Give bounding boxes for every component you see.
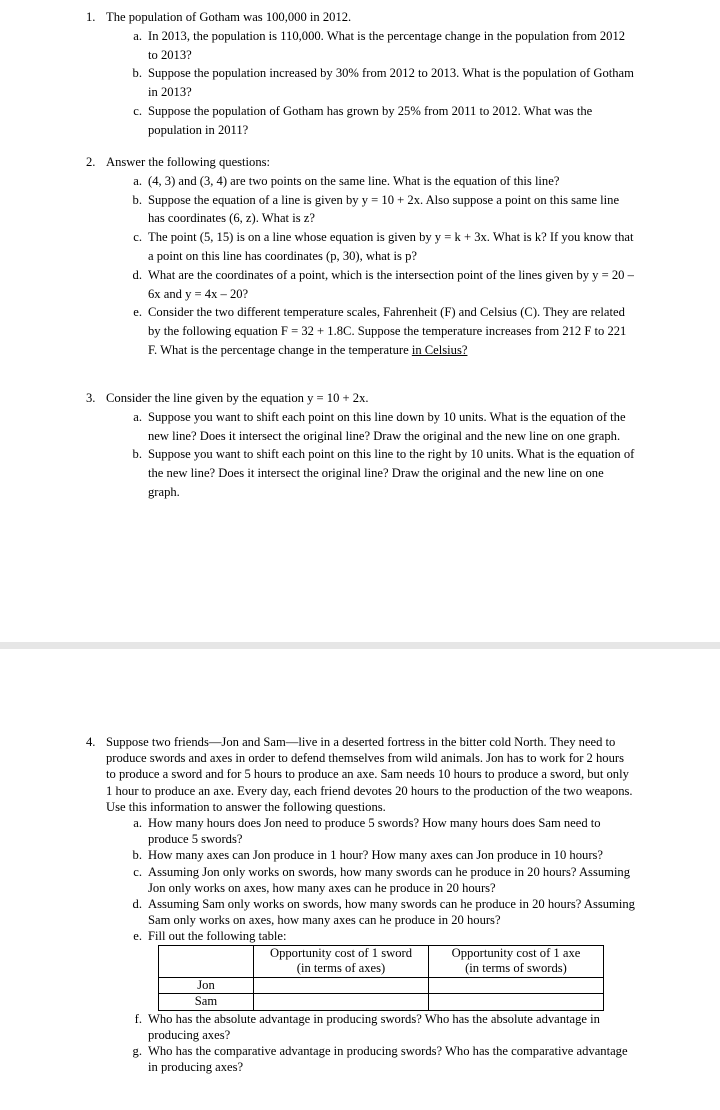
- sub-question-4a: [133, 815, 636, 847]
- sub-question-4f: [134, 1011, 636, 1043]
- table-header-cell: [254, 945, 429, 977]
- sub-question-text: Fill out the following table:: [148, 929, 287, 944]
- sub-question-3b: [132, 445, 636, 501]
- sub-question-letter: e.: [133, 305, 142, 320]
- sub-question-text: Who has the absolute advantage in producing swords? Who has the absolute advantage in producing axes?: [148, 1011, 600, 1042]
- sub-question-4b: [132, 847, 636, 863]
- sub-question-2b: [132, 191, 636, 229]
- sub-question-text: Suppose you want to shift each point on this line to the right by 10 units. What is the equation of the new line? Does it intersect the original line? Draw the original and the new line on one graph.: [148, 447, 635, 499]
- table-header-row: [159, 945, 604, 977]
- sub-question-3a: [133, 408, 636, 446]
- sub-question-letter: e.: [133, 929, 142, 944]
- sub-question-letter: c.: [133, 864, 142, 879]
- sub-question-text: Who has the comparative advantage in producing swords? Who has the comparative advantage in producing axes?: [148, 1044, 628, 1075]
- question-text: The population of Gotham was 100,000 in 2012.: [106, 10, 352, 24]
- question-number: 4.: [86, 735, 96, 749]
- sub-question-letter: d.: [132, 897, 142, 912]
- page-separator: [0, 642, 720, 649]
- sub-question-text: The point (5, 15) is on a line whose equation is given by y = k + 3x. What is k? If you know that a point on this line has coordinates (p, 30), what is p?: [148, 230, 634, 263]
- sub-question-letter: g.: [132, 1044, 142, 1059]
- sub-question-4c: [133, 864, 636, 896]
- question-number: 1.: [86, 10, 96, 24]
- table-header-cell: [429, 945, 604, 977]
- underlined-text: in Celsius?: [411, 342, 468, 357]
- sub-question-letter: f.: [134, 1011, 142, 1026]
- sub-question-letter: a.: [133, 409, 142, 424]
- question-text: Answer the following questions:: [106, 155, 271, 169]
- sub-question-4e: [133, 928, 636, 944]
- sub-question-letter: b.: [132, 66, 142, 81]
- sub-question-2d: [132, 266, 636, 304]
- sub-question-text: Consider the two different temperature scales, Fahrenheit (F) and Celsius (C). They are related by the following equation F = 32 + 1.8C. Suppose the temperature increases from 212 F to 221 F. What is the percentage change in the temperature: [148, 305, 627, 357]
- worksheet-page-2: [0, 649, 720, 1110]
- question-2: [0, 153, 720, 360]
- table-row-label: Sam: [159, 994, 254, 1011]
- table-header-line: (in terms of swords): [465, 961, 567, 976]
- question-text: Consider the line given by the equation y = 10 + 2x.: [106, 391, 369, 405]
- table-row-label: Jon: [159, 977, 254, 994]
- question-1: [0, 8, 720, 140]
- table-answer-cell[interactable]: [429, 977, 604, 994]
- sub-question-text: (4, 3) and (3, 4) are two points on the same line. What is the equation of this line?: [148, 173, 560, 188]
- table-corner-cell: [159, 945, 254, 977]
- sub-question-letter: c.: [133, 230, 142, 245]
- opportunity-cost-table: [158, 945, 604, 1011]
- sub-question-text: How many hours does Jon need to produce 5 swords? How many hours does Sam need to produce 5 swords?: [148, 816, 601, 847]
- sub-question-2c: [133, 228, 636, 266]
- question-text: Suppose two friends—Jon and Sam—live in a deserted fortress in the bitter cold North. They need to produce swords and axes in order to defend themselves from wild animals. Jon has to work for 2 hours to produce a sword and for 5 hours to produce an axe. Sam needs 10 hours to produce a sword, but only 1 hour to produce an axe. Every day, each friend devotes 20 hours to the production of the two weapons. Use this information to answer the following questions.: [106, 735, 633, 814]
- table-row: [159, 977, 604, 994]
- table-answer-cell[interactable]: [254, 994, 429, 1011]
- table-answer-cell[interactable]: [254, 977, 429, 994]
- sub-question-letter: a.: [133, 173, 142, 188]
- sub-question-1c: [133, 102, 636, 140]
- sub-question-letter: b.: [132, 848, 142, 863]
- sub-question-text: Suppose the population of Gotham has grown by 25% from 2011 to 2012. What was the population in 2011?: [148, 103, 593, 137]
- question-3: [0, 389, 720, 502]
- sub-question-2e: [133, 303, 636, 359]
- sub-question-letter: b.: [132, 447, 142, 462]
- table-header-line: Opportunity cost of 1 axe: [451, 945, 581, 960]
- sub-question-4d: [132, 896, 636, 928]
- sub-question-letter: d.: [132, 267, 142, 282]
- sub-question-text: Suppose the equation of a line is given by y = 10 + 2x. Also suppose a point on this same line has coordinates (6, z). What is z?: [148, 192, 620, 226]
- sub-question-text: What are the coordinates of a point, which is the intersection point of the lines given by y = 20 – 6x and y = 4x – 20?: [148, 267, 634, 301]
- table-answer-cell[interactable]: [429, 994, 604, 1011]
- sub-question-letter: b.: [132, 192, 142, 207]
- sub-question-text: Assuming Jon only works on swords, how many swords can he produce in 20 hours? Assuming Jon only works on axes, how many axes can he produce in 20 hours?: [148, 864, 631, 895]
- sub-question-letter: c.: [133, 103, 142, 118]
- sub-question-4g: [132, 1043, 636, 1075]
- table-row: [159, 994, 604, 1011]
- sub-question-text: Assuming Sam only works on swords, how many swords can he produce in 20 hours? Assuming Sam only works on axes, how many axes can he produce in 20 hours?: [148, 897, 635, 928]
- sub-question-letter: a.: [133, 816, 142, 831]
- sub-question-text: In 2013, the population is 110,000. What is the percentage change in the population from 2012 to 2013?: [148, 28, 626, 62]
- sub-question-1b: [132, 64, 636, 102]
- table-header-line: Opportunity cost of 1 sword: [269, 945, 413, 960]
- sub-question-text: Suppose the population increased by 30% from 2012 to 2013. What is the population of Gotham in 2013?: [148, 66, 634, 100]
- sub-question-1a: [133, 27, 636, 65]
- question-number: 3.: [86, 391, 96, 405]
- question-number: 2.: [86, 155, 96, 169]
- sub-question-text: How many axes can Jon produce in 1 hour? How many axes can Jon produce in 10 hours?: [148, 848, 604, 863]
- table-header-line: (in terms of axes): [296, 961, 386, 976]
- sub-question-2a: [133, 172, 636, 191]
- sub-question-text: Suppose you want to shift each point on this line down by 10 units. What is the equation of the new line? Does it intersect the original line? Draw the original and the new line on one graph.: [148, 409, 626, 443]
- sub-question-letter: a.: [133, 28, 142, 43]
- question-4: [0, 734, 720, 1075]
